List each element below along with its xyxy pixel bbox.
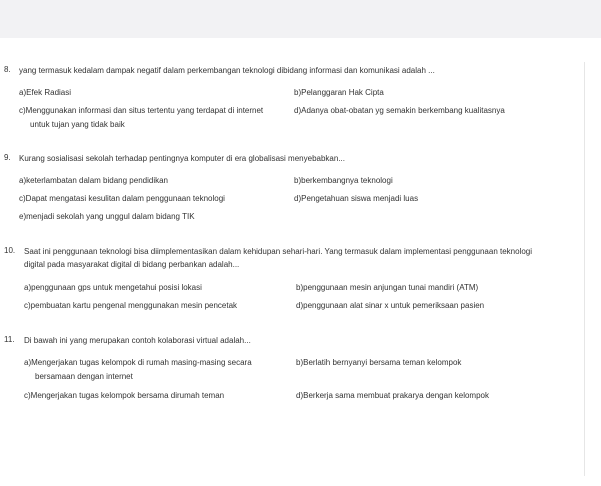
option-b[interactable]: b)berkembangnya teknologi	[294, 176, 393, 185]
question-number: 9.	[4, 153, 11, 162]
option-a-continued[interactable]: bersamaan dengan internet	[35, 372, 133, 381]
option-b[interactable]: b)Pelanggaran Hak Cipta	[294, 88, 384, 97]
right-divider	[584, 62, 585, 476]
option-c[interactable]: c)Menggunakan informasi dan situs tertentu yang terdapat di internet	[19, 106, 264, 115]
option-c[interactable]: c)pembuatan kartu pengenal menggunakan mesin pencetak	[24, 301, 238, 310]
question-number: 8.	[4, 65, 11, 74]
option-a[interactable]: a)Efek Radiasi	[19, 88, 72, 97]
question-number: 11.	[4, 335, 15, 344]
option-e[interactable]: e)menjadi sekolah yang unggul dalam bidang TIK	[19, 212, 195, 221]
question-text: yang termasuk kedalam dampak negatif dalam perkembangan teknologi dibidang informasi dan komunikasi adalah ...	[19, 66, 435, 75]
option-c-continued[interactable]: untuk tujan yang tidak baik	[30, 120, 125, 129]
option-d[interactable]: d)Adanya obat-obatan yg semakin berkembang kualitasnya	[294, 106, 505, 115]
option-a[interactable]: a)penggunaan gps untuk mengetahui posisi lokasi	[24, 283, 202, 292]
option-d[interactable]: d)Pengetahuan siswa menjadi luas	[294, 194, 419, 203]
option-b[interactable]: b)Berlatih bernyanyi bersama teman kelompok	[296, 358, 462, 367]
option-c[interactable]: c)Mengerjakan tugas kelompok bersama dirumah teman	[24, 391, 225, 400]
question-text: Saat ini penggunaan teknologi bisa diimplementasikan dalam kehidupan sehari-hari. Yang termasuk dalam implementasi penggunaan teknologi	[24, 247, 533, 256]
question-text: Di bawah ini yang merupakan contoh kolaborasi virtual adalah...	[24, 336, 251, 345]
top-bar	[0, 0, 601, 38]
question-text: Kurang sosialisasi sekolah terhadap pentingnya komputer di era globalisasi menyebabkan...	[19, 154, 345, 163]
option-a[interactable]: a)Mengerjakan tugas kelompok di rumah masing-masing secara	[24, 358, 252, 367]
question-number: 10.	[4, 246, 16, 255]
option-b[interactable]: b)penggunaan mesin anjungan tunai mandiri (ATM)	[296, 283, 479, 292]
question-text-continued: digital pada masyarakat digital di bidang perbankan adalah...	[24, 260, 240, 269]
option-a[interactable]: a)keterlambatan dalam bidang pendidikan	[19, 176, 168, 185]
option-c[interactable]: c)Dapat mengatasi kesulitan dalam penggunaan teknologi	[19, 194, 225, 203]
option-d[interactable]: d)penggunaan alat sinar x untuk pemeriksaan pasien	[296, 301, 485, 310]
option-d[interactable]: d)Berkerja sama membuat prakarya dengan kelompok	[296, 391, 489, 400]
